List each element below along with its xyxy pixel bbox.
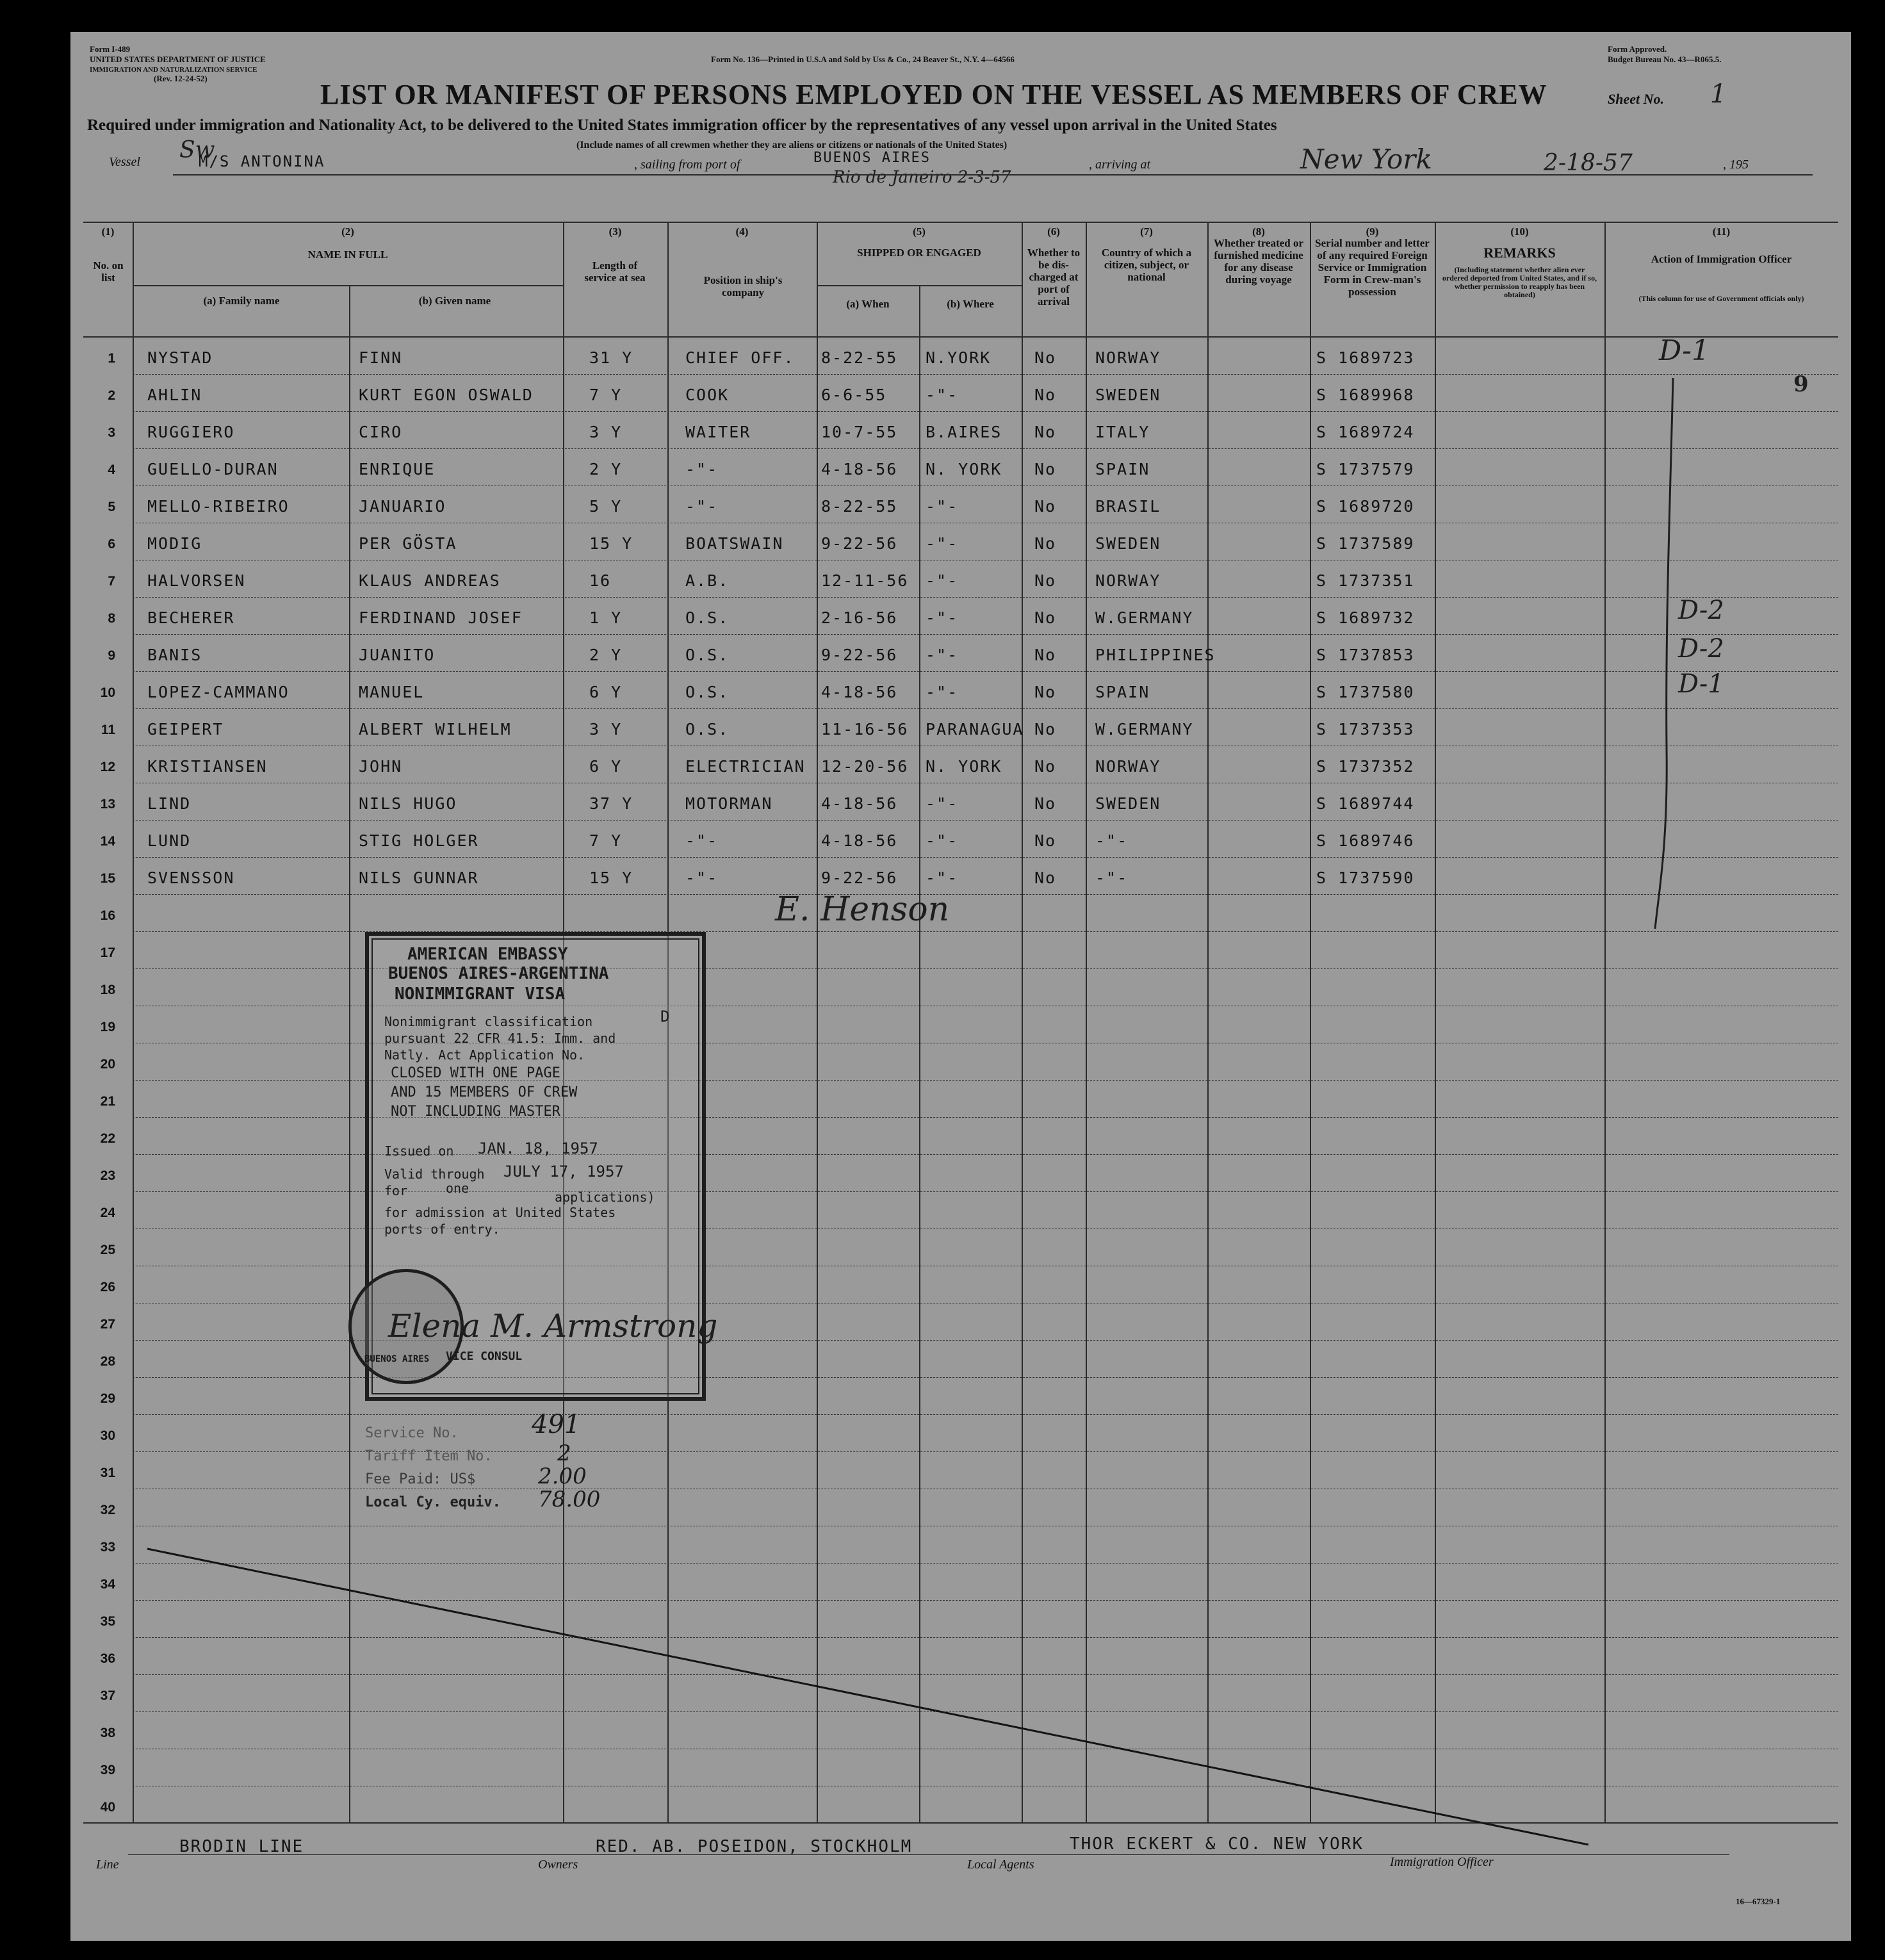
crew-manifest-sheet [70,32,1851,1941]
row-number: 39 [100,1763,115,1777]
service-name: IMMIGRATION AND NATURALIZATION SERVICE [90,66,257,74]
cell-where: -"- [926,497,959,516]
row-number: 13 [100,797,115,812]
crew-row [70,783,1851,820]
cell-given: ALBERT WILHELM [359,720,512,739]
stamp-act: Natly. Act Application No. [384,1047,585,1063]
stamp-applications: applications) [555,1189,655,1205]
col-10-label: REMARKS [1483,245,1556,261]
revision: (Rev. 12-24-52) [154,74,208,83]
row-number: 15 [100,871,115,886]
cell-discharged: No [1034,497,1057,516]
crew-row [70,523,1851,560]
cell-position: COOK [685,386,730,404]
cell-country: NORWAY [1095,571,1161,590]
cancel-line [141,1518,1595,1851]
crew-row [70,597,1851,634]
crew-row [70,448,1851,486]
given-name-header: (b) Given name [418,295,491,307]
cell-position: O.S. [685,608,730,627]
col-11-sublabel: (This column for use of Government officials only) [1638,294,1804,303]
owners-label: Owners [538,1858,578,1872]
cell-serial: S 1737853 [1316,646,1415,664]
col-1-label: No. on list [93,259,124,284]
stamp-issued-label: Issued on [384,1143,454,1159]
row-number: 40 [100,1800,115,1815]
footer-code: 16—67329-1 [1736,1897,1781,1906]
cell-discharged: No [1034,683,1057,701]
row-number: 32 [100,1503,115,1517]
cell-where: PARANAGUA [926,720,1024,739]
col-10-number: (10) [1510,225,1529,238]
row-number: 23 [100,1168,115,1183]
col-7-number: (7) [1140,225,1153,238]
cell-country: W.GERMANY [1095,608,1194,627]
cell-family: LOPEZ-CAMMANO [147,683,290,701]
cell-serial: S 1737353 [1316,720,1415,739]
col-4-label: Position in ship's company [703,274,783,298]
cell-service: 5 Y [589,497,623,516]
crew-row [70,708,1851,746]
col-4-number: (4) [735,225,749,238]
cell-when: 6-6-55 [821,386,887,404]
cell-serial: S 1689723 [1316,348,1415,367]
cell-given: NILS HUGO [359,794,457,813]
cell-discharged: No [1034,831,1057,850]
cell-country: SPAIN [1095,460,1150,478]
cell-service: 6 Y [589,683,623,701]
cell-when: 11-16-56 [821,720,909,739]
when-header: (a) When [846,298,890,310]
cell-where: -"- [926,386,959,404]
cell-position: WAITER [685,423,751,441]
cell-discharged: No [1034,869,1057,887]
cell-discharged: No [1034,757,1057,776]
line-value: BRODIN LINE [179,1837,304,1856]
cell-serial: S 1689720 [1316,497,1415,516]
cell-when: 10-7-55 [821,423,898,441]
row-number: 24 [100,1205,115,1220]
cell-where: -"- [926,794,959,813]
officer-mark-row-10: D-1 [1678,669,1724,699]
tariff-value: 2 [557,1441,571,1466]
row-number: 21 [100,1094,115,1109]
local-equiv-value: 78.00 [538,1487,601,1512]
cell-when: 12-20-56 [821,757,909,776]
consul-signature: Elena M. Armstrong [388,1307,718,1344]
manifest-title: LIST OR MANIFEST OF PERSONS EMPLOYED ON THE VESSEL AS MEMBERS OF CREW [320,79,1547,110]
cell-country: NORWAY [1095,348,1161,367]
cell-service: 7 Y [589,831,623,850]
name-subheader-border [133,285,563,286]
crew-row [70,746,1851,783]
cell-discharged: No [1034,534,1057,553]
row-number: 25 [100,1243,115,1257]
row-number: 14 [100,834,115,849]
cell-given: MANUEL [359,683,425,701]
cell-family: GEIPERT [147,720,224,739]
handwritten-signature: E. Henson [775,890,950,929]
row-number: 3 [108,425,115,440]
row-number: 10 [100,685,115,700]
footer-underline [128,1854,1729,1855]
stamp-location: BUENOS AIRES-ARGENTINA [388,964,609,983]
crew-row [70,671,1851,708]
row-number: 12 [100,760,115,774]
cell-given: FINN [359,348,403,367]
row-number: 27 [100,1317,115,1332]
vessel-name: M/S ANTONINA [199,152,325,170]
cell-serial: S 1689724 [1316,423,1415,441]
row-number: 19 [100,1020,115,1034]
cell-position: -"- [685,497,719,516]
cell-serial: S 1737579 [1316,460,1415,478]
cell-service: 3 Y [589,423,623,441]
cell-position: MOTORMAN [685,794,773,813]
cell-discharged: No [1034,608,1057,627]
cell-service: 7 Y [589,386,623,404]
cell-position: CHIEF OFF. [685,348,795,367]
vessel-handwritten: Sw [179,137,215,163]
cell-given: KLAUS ANDREAS [359,571,501,590]
margin-mark: 9 [1793,372,1809,397]
stamp-closed-3: NOT INCLUDING MASTER [391,1104,560,1120]
stamp-valid-label: Valid through [384,1166,485,1182]
form-number: Form I-489 [90,44,131,54]
row-number: 22 [100,1131,115,1146]
row-number: 37 [100,1688,115,1703]
col-6-number: (6) [1047,225,1060,238]
cell-where: N.YORK [926,348,991,367]
row-number: 5 [108,500,115,514]
stamp-for-value: one [446,1180,469,1196]
cell-country: SWEDEN [1095,794,1161,813]
port-handwritten: Rio de Janeiro 2-3-57 [833,168,1011,187]
row-number: 7 [108,574,115,589]
cell-serial: S 1737351 [1316,571,1415,590]
row-number: 17 [100,945,115,960]
officer-bracket-line [1646,365,1685,942]
row-number: 34 [100,1577,115,1592]
col-9-number: (9) [1366,225,1379,238]
cell-given: JOHN [359,757,403,776]
cell-position: ELECTRICIAN [685,757,806,776]
col-11-label: Action of Immigration Officer [1651,253,1792,265]
cell-where: N. YORK [926,757,1002,776]
row-divider [133,1414,1838,1415]
stamp-admission: for admission at United States [384,1205,616,1220]
cell-family: KRISTIANSEN [147,757,268,776]
row-number: 4 [108,462,115,477]
include-note: (Include names of all crewmen whether they are aliens or citizens or nationals of the United States) [576,140,1008,151]
budget-number: Budget Bureau No. 43—R065.5. [1608,54,1722,64]
cell-where: -"- [926,608,959,627]
crew-row [70,337,1851,374]
cell-service: 37 Y [589,794,633,813]
stamp-for-label: for [384,1183,408,1198]
arrival-date: 2-18-57 [1544,150,1633,176]
stamp-issued-value: JAN. 18, 1957 [478,1139,598,1157]
cell-family: MELLO-RIBEIRO [147,497,290,516]
cell-family: BANIS [147,646,202,664]
row-number: 35 [100,1614,115,1629]
cell-serial: S 1689746 [1316,831,1415,850]
cell-position: O.S. [685,720,730,739]
cell-country: W.GERMANY [1095,720,1194,739]
cell-given: CIRO [359,423,403,441]
printer-note: Form No. 136—Printed in U.S.A and Sold by Uss & Co., 24 Beaver St., N.Y. 4—64566 [711,54,1015,64]
cell-when: 4-18-56 [821,794,898,813]
row-number: 9 [108,648,115,663]
manifest-subtitle: Required under immigration and Nationality Act, to be delivered to the United States immigration officer by the representatives of any vessel upon arrival in the United States [87,117,1277,134]
col-8-label: Whether treated or furnished medicine for any disease during voyage [1213,237,1304,286]
stamp-pursuant: pursuant 22 CFR 41.5: Imm. and [384,1031,616,1046]
cell-country: NORWAY [1095,757,1161,776]
cell-family: SVENSSON [147,869,235,887]
stamp-classification: Nonimmigrant classification [384,1014,593,1029]
col-1-number: (1) [101,225,115,238]
where-header: (b) Where [947,298,994,310]
crew-row [70,857,1851,894]
row-number: 29 [100,1391,115,1406]
row-number: 33 [100,1540,115,1555]
cell-given: NILS GUNNAR [359,869,479,887]
cell-family: RUGGIERO [147,423,235,441]
family-name-header: (a) Family name [203,295,280,307]
sheet-label: Sheet No. [1608,91,1664,107]
cell-service: 1 Y [589,608,623,627]
crew-row [70,411,1851,448]
col-6-label: Whether to be dis-charged at port of arrival [1027,247,1081,307]
cell-family: AHLIN [147,386,202,404]
department: UNITED STATES DEPARTMENT OF JUSTICE [90,54,266,64]
cell-service: 2 Y [589,646,623,664]
stamp-class-value: D [660,1008,670,1025]
service-no-label: Service No. [365,1425,459,1441]
cell-country: SWEDEN [1095,534,1161,553]
col-3-number: (3) [608,225,622,238]
cell-where: B.AIRES [926,423,1002,441]
cell-service: 6 Y [589,757,623,776]
cell-when: 9-22-56 [821,869,898,887]
stamp-embassy: AMERICAN EMBASSY [407,945,568,964]
col-8-number: (8) [1252,225,1265,238]
cell-country: SPAIN [1095,683,1150,701]
cell-country: SWEDEN [1095,386,1161,404]
embassy-visa-stamp [364,932,718,1401]
cell-when: 2-16-56 [821,608,898,627]
cell-family: LUND [147,831,192,850]
stamp-consul-title: VICE CONSUL [446,1350,523,1363]
cell-when: 4-18-56 [821,683,898,701]
col-11-number: (11) [1712,225,1731,238]
officer-label: Immigration Officer [1390,1855,1494,1869]
cell-family: BECHERER [147,608,235,627]
cell-position: BOATSWAIN [685,534,784,553]
cell-given: ENRIQUE [359,460,436,478]
cell-country: PHILIPPINES [1095,646,1216,664]
cell-discharged: No [1034,386,1057,404]
owners-value: RED. AB. POSEIDON, STOCKHOLM [596,1837,913,1856]
arriving-label: , arriving at [1089,158,1151,172]
crew-row [70,820,1851,857]
col-2-number: (2) [341,225,354,238]
cell-where: -"- [926,534,959,553]
cell-country: BRASIL [1095,497,1161,516]
cell-serial: S 1737589 [1316,534,1415,553]
fee-paid-value: 2.00 [538,1464,587,1489]
col-2-label: NAME IN FULL [307,249,388,261]
cell-given: PER GÖSTA [359,534,457,553]
local-equiv-label: Local Cy. equiv. [365,1494,501,1510]
cell-given: FERDINAND JOSEF [359,608,523,627]
crew-row [70,486,1851,523]
row-number: 26 [100,1280,115,1294]
cell-given: STIG HOLGER [359,831,479,850]
form-approved: Form Approved. [1608,44,1667,54]
cell-when: 8-22-55 [821,348,898,367]
cell-family: LIND [147,794,192,813]
cell-service: 16 [589,571,612,590]
cell-where: N. YORK [926,460,1002,478]
crew-row [70,374,1851,411]
cell-position: A.B. [685,571,730,590]
table-top-border [83,222,1838,223]
year-label: , 195 [1723,158,1749,172]
arriving-port: New York [1300,143,1432,175]
officer-mark-row-1: D-1 [1659,334,1710,367]
cell-where: -"- [926,571,959,590]
cell-serial: S 1737580 [1316,683,1415,701]
agents-value: THOR ECKERT & CO. NEW YORK [1070,1834,1364,1854]
row-number: 2 [108,388,115,403]
cell-given: JANUARIO [359,497,446,516]
line-label: Line [96,1858,119,1872]
col-10-sublabel: (Including statement whether alien ever ordered deported from United States, and if so, whether permission to reapply has been obtained) [1442,265,1597,299]
cell-when: 8-22-55 [821,497,898,516]
service-no-value: 491 [532,1410,581,1439]
cell-service: 31 Y [589,348,633,367]
sheet-number: 1 [1710,79,1727,109]
vessel-underline [173,174,1813,176]
sailing-label: , sailing from port of [634,158,740,172]
cell-discharged: No [1034,348,1057,367]
cell-position: O.S. [685,646,730,664]
col-3-label: Length of service at sea [584,259,646,284]
cell-serial: S 1689744 [1316,794,1415,813]
cell-where: -"- [926,683,959,701]
col-7-label: Country of which a citizen, subject, or national [1101,247,1192,283]
cell-family: NYSTAD [147,348,213,367]
cell-serial: S 1689732 [1316,608,1415,627]
cell-position: -"- [685,460,719,478]
cell-given: KURT EGON OSWALD [359,386,534,404]
cell-when: 9-22-56 [821,646,898,664]
cell-position: -"- [685,869,719,887]
cell-when: 4-18-56 [821,831,898,850]
cell-serial: S 1737352 [1316,757,1415,776]
cell-family: MODIG [147,534,202,553]
row-number: 8 [108,611,115,626]
cell-discharged: No [1034,794,1057,813]
cell-where: -"- [926,869,959,887]
col-5-number: (5) [913,225,926,238]
row-number: 36 [100,1651,115,1666]
cell-family: HALVORSEN [147,571,246,590]
stamp-visa-type: NONIMMIGRANT VISA [395,984,566,1004]
seal-text: BUENOS AIRES [364,1354,430,1364]
row-number: 18 [100,983,115,997]
crew-row [70,560,1851,597]
stamp-valid-value: JULY 17, 1957 [503,1163,624,1180]
tariff-label: Tariff Item No. [365,1448,493,1464]
cell-discharged: No [1034,460,1057,478]
officer-mark-row-8: D-2 [1678,596,1724,625]
row-number: 20 [100,1057,115,1072]
cell-country: -"- [1095,831,1129,850]
vessel-label: Vessel [109,155,140,169]
cell-service: 3 Y [589,720,623,739]
stamp-closed-1: CLOSED WITH ONE PAGE [391,1065,560,1081]
cell-where: -"- [926,831,959,850]
cell-discharged: No [1034,646,1057,664]
cell-service: 15 Y [589,869,633,887]
row-number: 28 [100,1354,115,1369]
col-5-label: SHIPPED OR ENGAGED [857,247,981,259]
agents-label: Local Agents [967,1858,1034,1872]
cell-discharged: No [1034,571,1057,590]
cell-position: -"- [685,831,719,850]
fee-paid-label: Fee Paid: US$ [365,1471,476,1487]
row-divider [133,894,1838,895]
row-number: 6 [108,537,115,551]
stamp-ports: ports of entry. [384,1221,500,1237]
row-number: 16 [100,908,115,923]
officer-mark-row-9: D-2 [1678,634,1724,664]
crew-row [70,634,1851,671]
row-number: 38 [100,1726,115,1740]
cell-serial: S 1689968 [1316,386,1415,404]
cell-when: 12-11-56 [821,571,909,590]
cell-serial: S 1737590 [1316,869,1415,887]
cell-service: 2 Y [589,460,623,478]
cell-discharged: No [1034,720,1057,739]
row-number: 1 [108,351,115,366]
cell-discharged: No [1034,423,1057,441]
row-number: 30 [100,1428,115,1443]
cell-country: -"- [1095,869,1129,887]
stamp-closed-2: AND 15 MEMBERS OF CREW [391,1084,578,1100]
port-of-departure: BUENOS AIRES [813,150,931,166]
row-number: 11 [101,723,115,737]
cell-where: -"- [926,646,959,664]
cell-service: 15 Y [589,534,633,553]
cell-country: ITALY [1095,423,1150,441]
row-number: 31 [100,1466,115,1480]
cell-given: JUANITO [359,646,436,664]
cell-when: 4-18-56 [821,460,898,478]
col-9-label: Serial number and letter of any required Foreign Service or Immigration Form in Crew-man's possession [1315,237,1430,298]
cell-position: O.S. [685,683,730,701]
cell-family: GUELLO-DURAN [147,460,279,478]
cell-when: 9-22-56 [821,534,898,553]
